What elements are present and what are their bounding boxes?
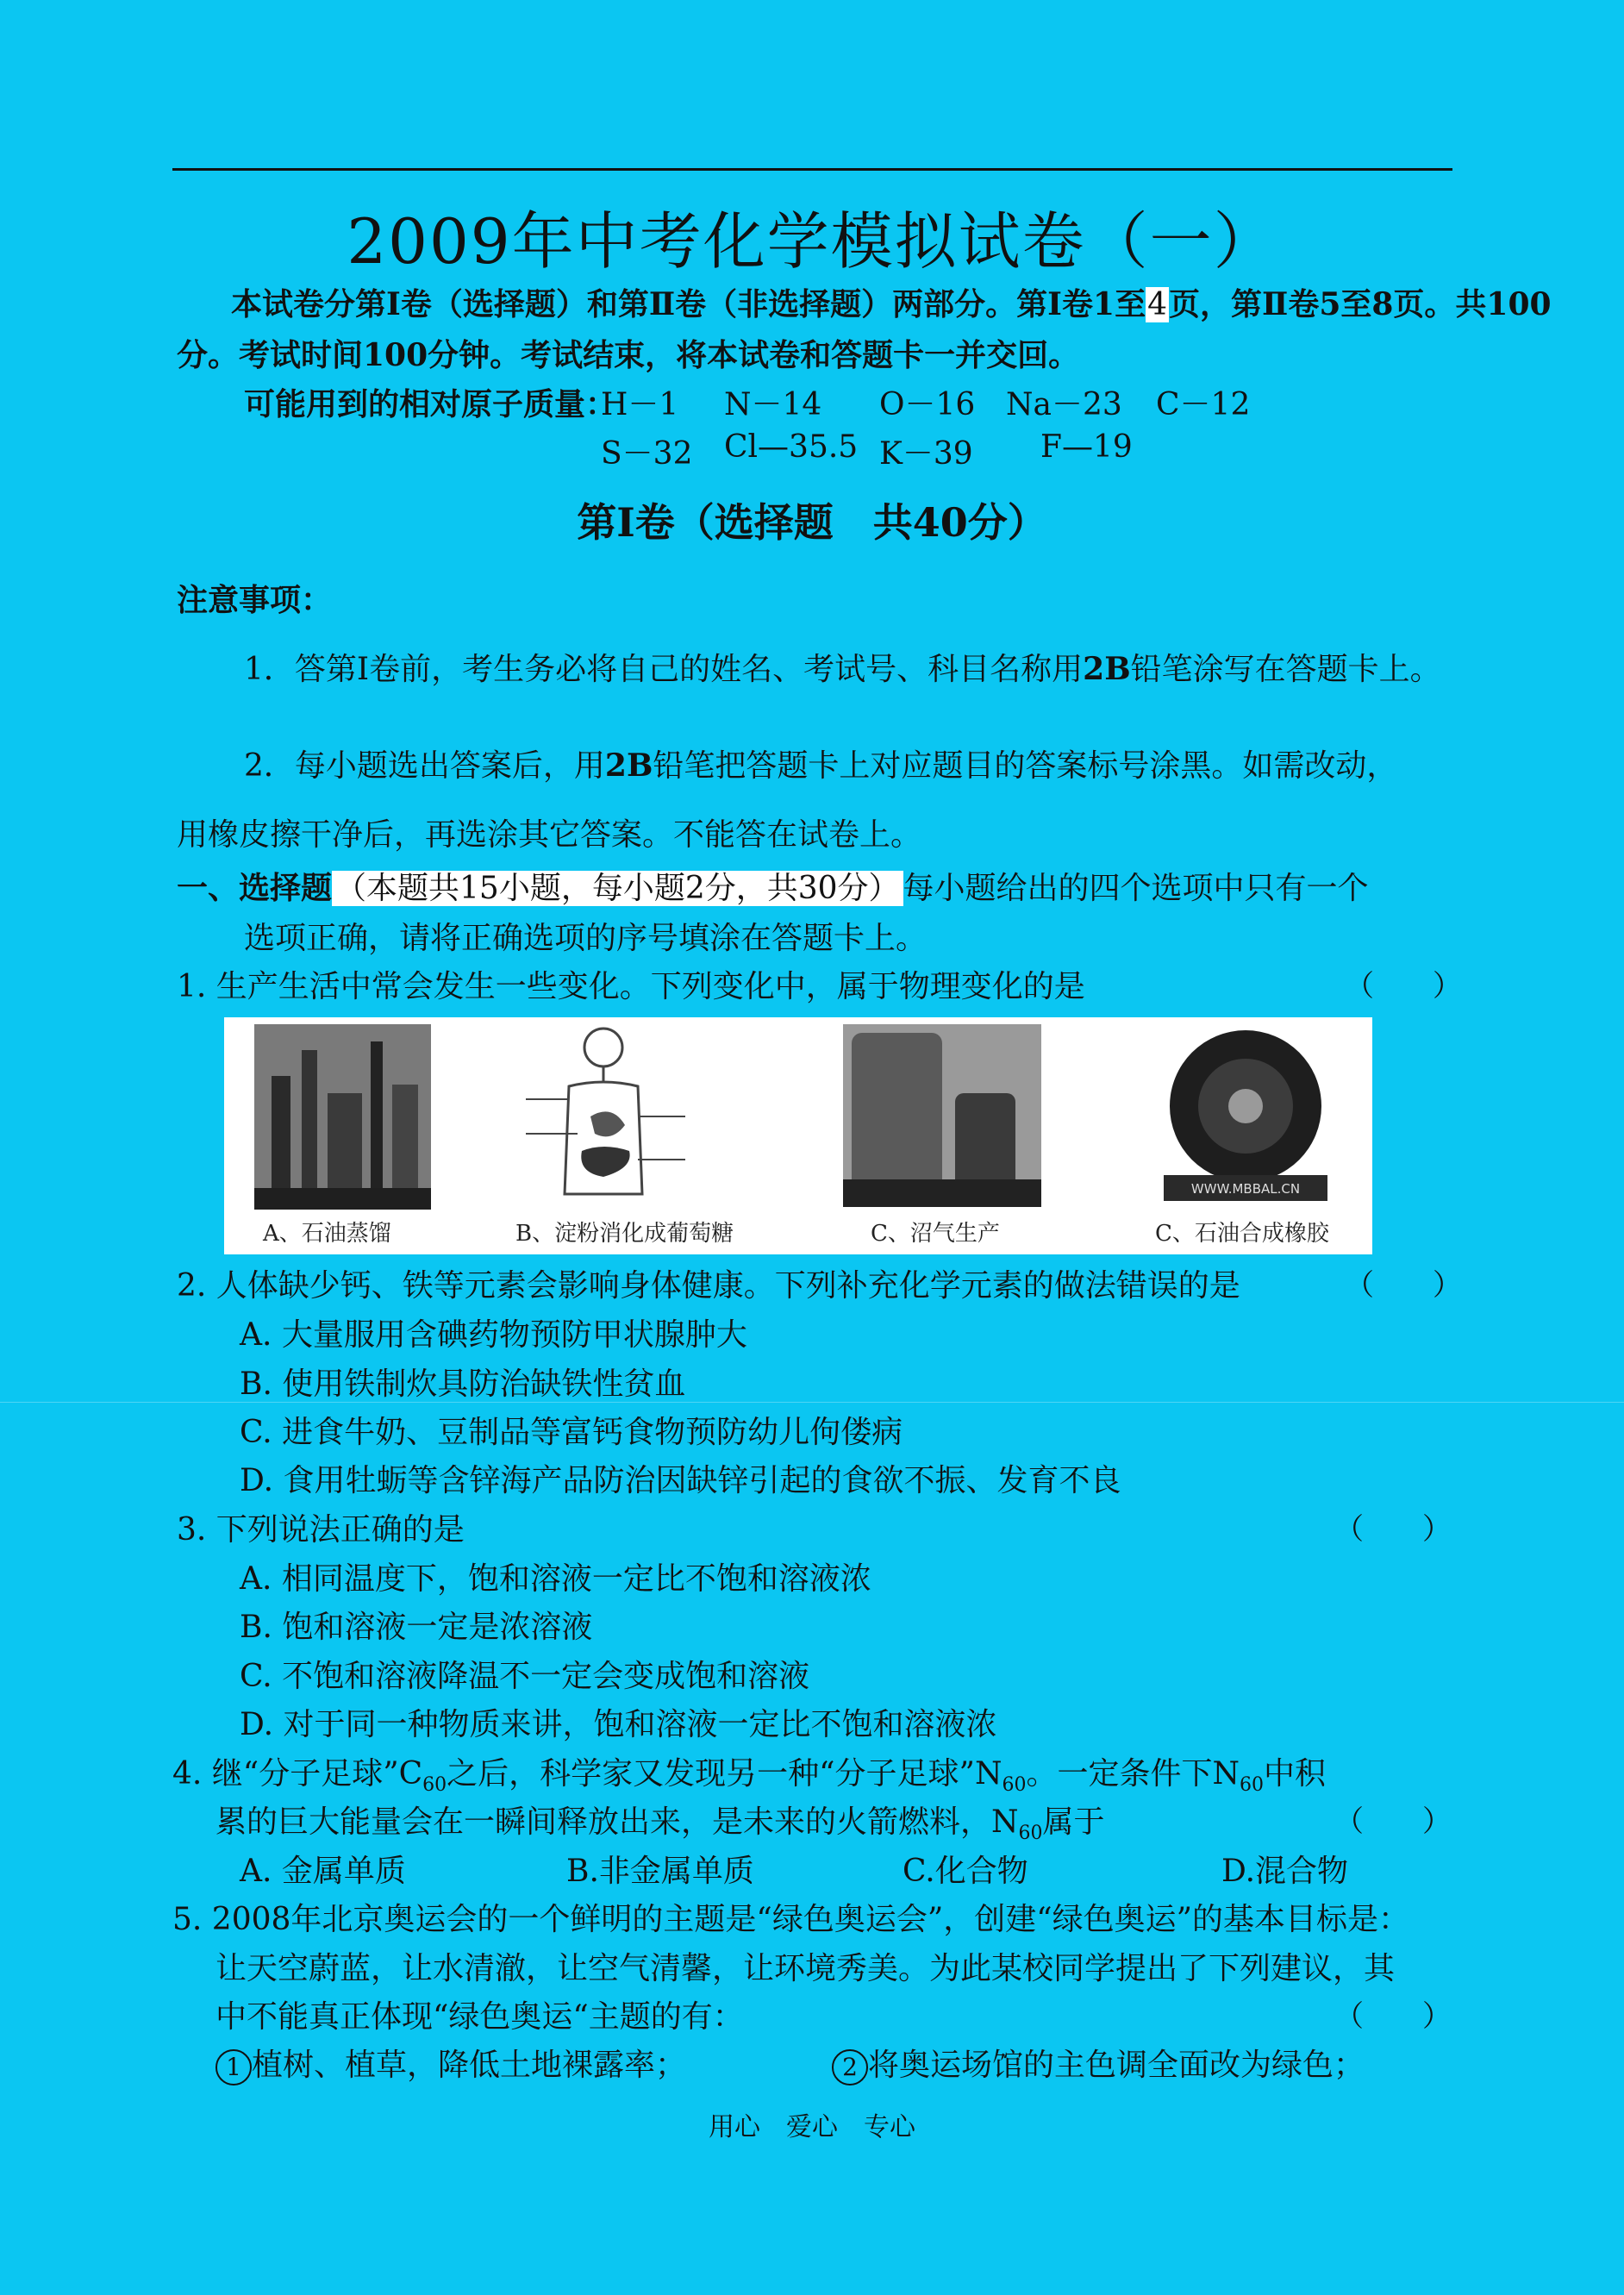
notes-heading: 注意事项： <box>177 582 333 618</box>
q1-caption-b: B、淀粉消化成葡萄糖 <box>515 1221 734 1247</box>
scan-seam <box>0 1402 1624 1403</box>
q2-option-b: B. 使用铁制炊具防治缺铁性贫血 <box>240 1366 686 1402</box>
atomic-s: S－32 <box>601 436 693 472</box>
intro-line-1: 本试卷分第Ⅰ卷（选择题）和第Ⅱ卷（非选择题）两部分。第Ⅰ卷1至4页，第Ⅱ卷5至8页。共100 <box>231 286 1552 322</box>
q3-option-d: D. 对于同一种物质来讲，饱和溶液一定比不饱和溶液浓 <box>240 1707 997 1742</box>
q2-option-a: A. 大量服用含碘药物预防甲状腺肿大 <box>240 1317 747 1353</box>
header-rule <box>172 168 1452 171</box>
q5-line-3: 中不能真正体现“绿色奥运“主题的有： <box>215 1999 744 2035</box>
page-footer: 用心 爱心 专心 <box>709 2112 915 2142</box>
q4-option-d: D.混合物 <box>1221 1854 1349 1889</box>
highlight-page-number: 4 <box>1147 287 1167 322</box>
section-title: 第Ⅰ卷（选择题 共40分） <box>577 499 1047 546</box>
q3-stem: 3. 下列说法正确的是 <box>177 1512 465 1548</box>
q1-image-panel <box>224 1017 1372 1254</box>
q2-stem: 2. 人体缺少钙、铁等元素会影响身体健康。下列补充化学元素的做法错误的是 <box>177 1268 1240 1304</box>
q2-answer-paren: （ ） <box>1345 1268 1462 1303</box>
q1-caption-c: C、沼气生产 <box>871 1221 1000 1247</box>
q3-option-a: A. 相同温度下，饱和溶液一定比不饱和溶液浓 <box>240 1561 871 1597</box>
atomic-n: N－14 <box>724 387 822 422</box>
q2-option-c: C. 进食牛奶、豆制品等富钙食物预防幼儿佝偻病 <box>240 1415 903 1450</box>
q2-option-d: D. 食用牡蛎等含锌海产品防治因缺锌引起的食欲不振、发育不良 <box>240 1463 1121 1498</box>
q5-line-2: 让天空蔚蓝，让水清澈，让空气清馨，让环境秀美。为此某校同学提出了下列建议，其 <box>215 1951 1396 1986</box>
atomic-o: O－16 <box>879 387 976 422</box>
q5-option-1: 1 植树、植草，降低土地裸露率； <box>215 2041 686 2086</box>
q3-option-c: C. 不饱和溶液降温不一定会变成饱和溶液 <box>240 1659 810 1694</box>
biogas-photo <box>843 1024 1041 1207</box>
q4-option-a: A. 金属单质 <box>240 1854 406 1889</box>
note-1: 1．答第Ⅰ卷前，考生务必将自己的姓名、考试号、科目名称用2B铅笔涂写在答题卡上。 <box>244 651 1441 687</box>
q1-stem: 1. 生产生活中常会发生一些变化。下列变化中，属于物理变化的是 <box>177 969 1085 1004</box>
q4-option-c: C.化合物 <box>903 1854 1028 1889</box>
q3-option-b: B. 饱和溶液一定是浓溶液 <box>240 1610 593 1645</box>
q5-line-1: 5. 2008年北京奥运会的一个鲜明的主题是“绿色奥运会”，创建“绿色奥运”的基本目标是： <box>172 1902 1410 1937</box>
part1-heading: 一、选择题 （本题共15小题，每小题2分，共30分） 每小题给出的四个选项中只有一个 <box>177 870 1369 906</box>
q5-option-2: 2 将奥运场馆的主色调全面改为绿色； <box>832 2041 1365 2086</box>
atomic-c: C－12 <box>1156 387 1251 422</box>
page-title: 2009年中考化学模拟试卷（一） <box>347 205 1277 278</box>
q1-caption-a: A、石油蒸馏 <box>263 1221 391 1247</box>
q1-caption-d: C、石油合成橡胶 <box>1155 1221 1329 1247</box>
q4-line-1: 4. 继“分子足球$”C_{60}$之后，科学家又发现另一种“分子足球$”N_{60}$。一定条件下$N_{60}$中积 <box>172 1756 1326 1797</box>
circled-number-2: 2 <box>832 2049 868 2086</box>
part1-line-2: 选项正确，请将正确选项的序号填涂在答题卡上。 <box>244 921 928 956</box>
circled-number-1: 1 <box>215 2049 252 2086</box>
atomic-f: F—19 <box>1040 429 1133 465</box>
q4-option-b: B.非金属单质 <box>566 1854 754 1889</box>
digestion-diagram <box>509 1022 698 1211</box>
intro-line-2: 分。考试时间100分钟。考试结束，将本试卷和答题卡一并交回。 <box>177 337 1080 373</box>
q4-answer-paren: （ ） <box>1334 1804 1452 1839</box>
atomic-na: Na－23 <box>1006 387 1122 422</box>
atomic-cl: Cl—35.5 <box>724 429 859 465</box>
q1-answer-paren: （ ） <box>1345 969 1462 1004</box>
part1-score-highlight: （本题共15小题，每小题2分，共30分） <box>332 871 903 906</box>
note-2-cont: 用橡皮擦干净后，再选涂其它答案。不能答在试卷上。 <box>177 817 922 853</box>
q5-answer-paren: （ ） <box>1334 1999 1452 2034</box>
atomic-h: H－1 <box>601 387 679 422</box>
tire-watermark: WWW.MBBAL.CN <box>1190 1181 1301 1197</box>
q3-answer-paren: （ ） <box>1334 1512 1452 1547</box>
q4-line-2: 累的巨大能量会在一瞬间释放出来，是未来的火箭燃料，$N_{60}$属于 <box>215 1804 1105 1845</box>
tire-photo <box>1159 1024 1332 1207</box>
refinery-photo <box>254 1024 431 1210</box>
note-2: 2．每小题选出答案后，用2B铅笔把答题卡上对应题目的答案标号涂黑。如需改动， <box>244 747 1398 784</box>
atomic-mass-label: 可能用到的相对原子质量： <box>244 386 617 422</box>
atomic-k: K－39 <box>879 436 973 472</box>
